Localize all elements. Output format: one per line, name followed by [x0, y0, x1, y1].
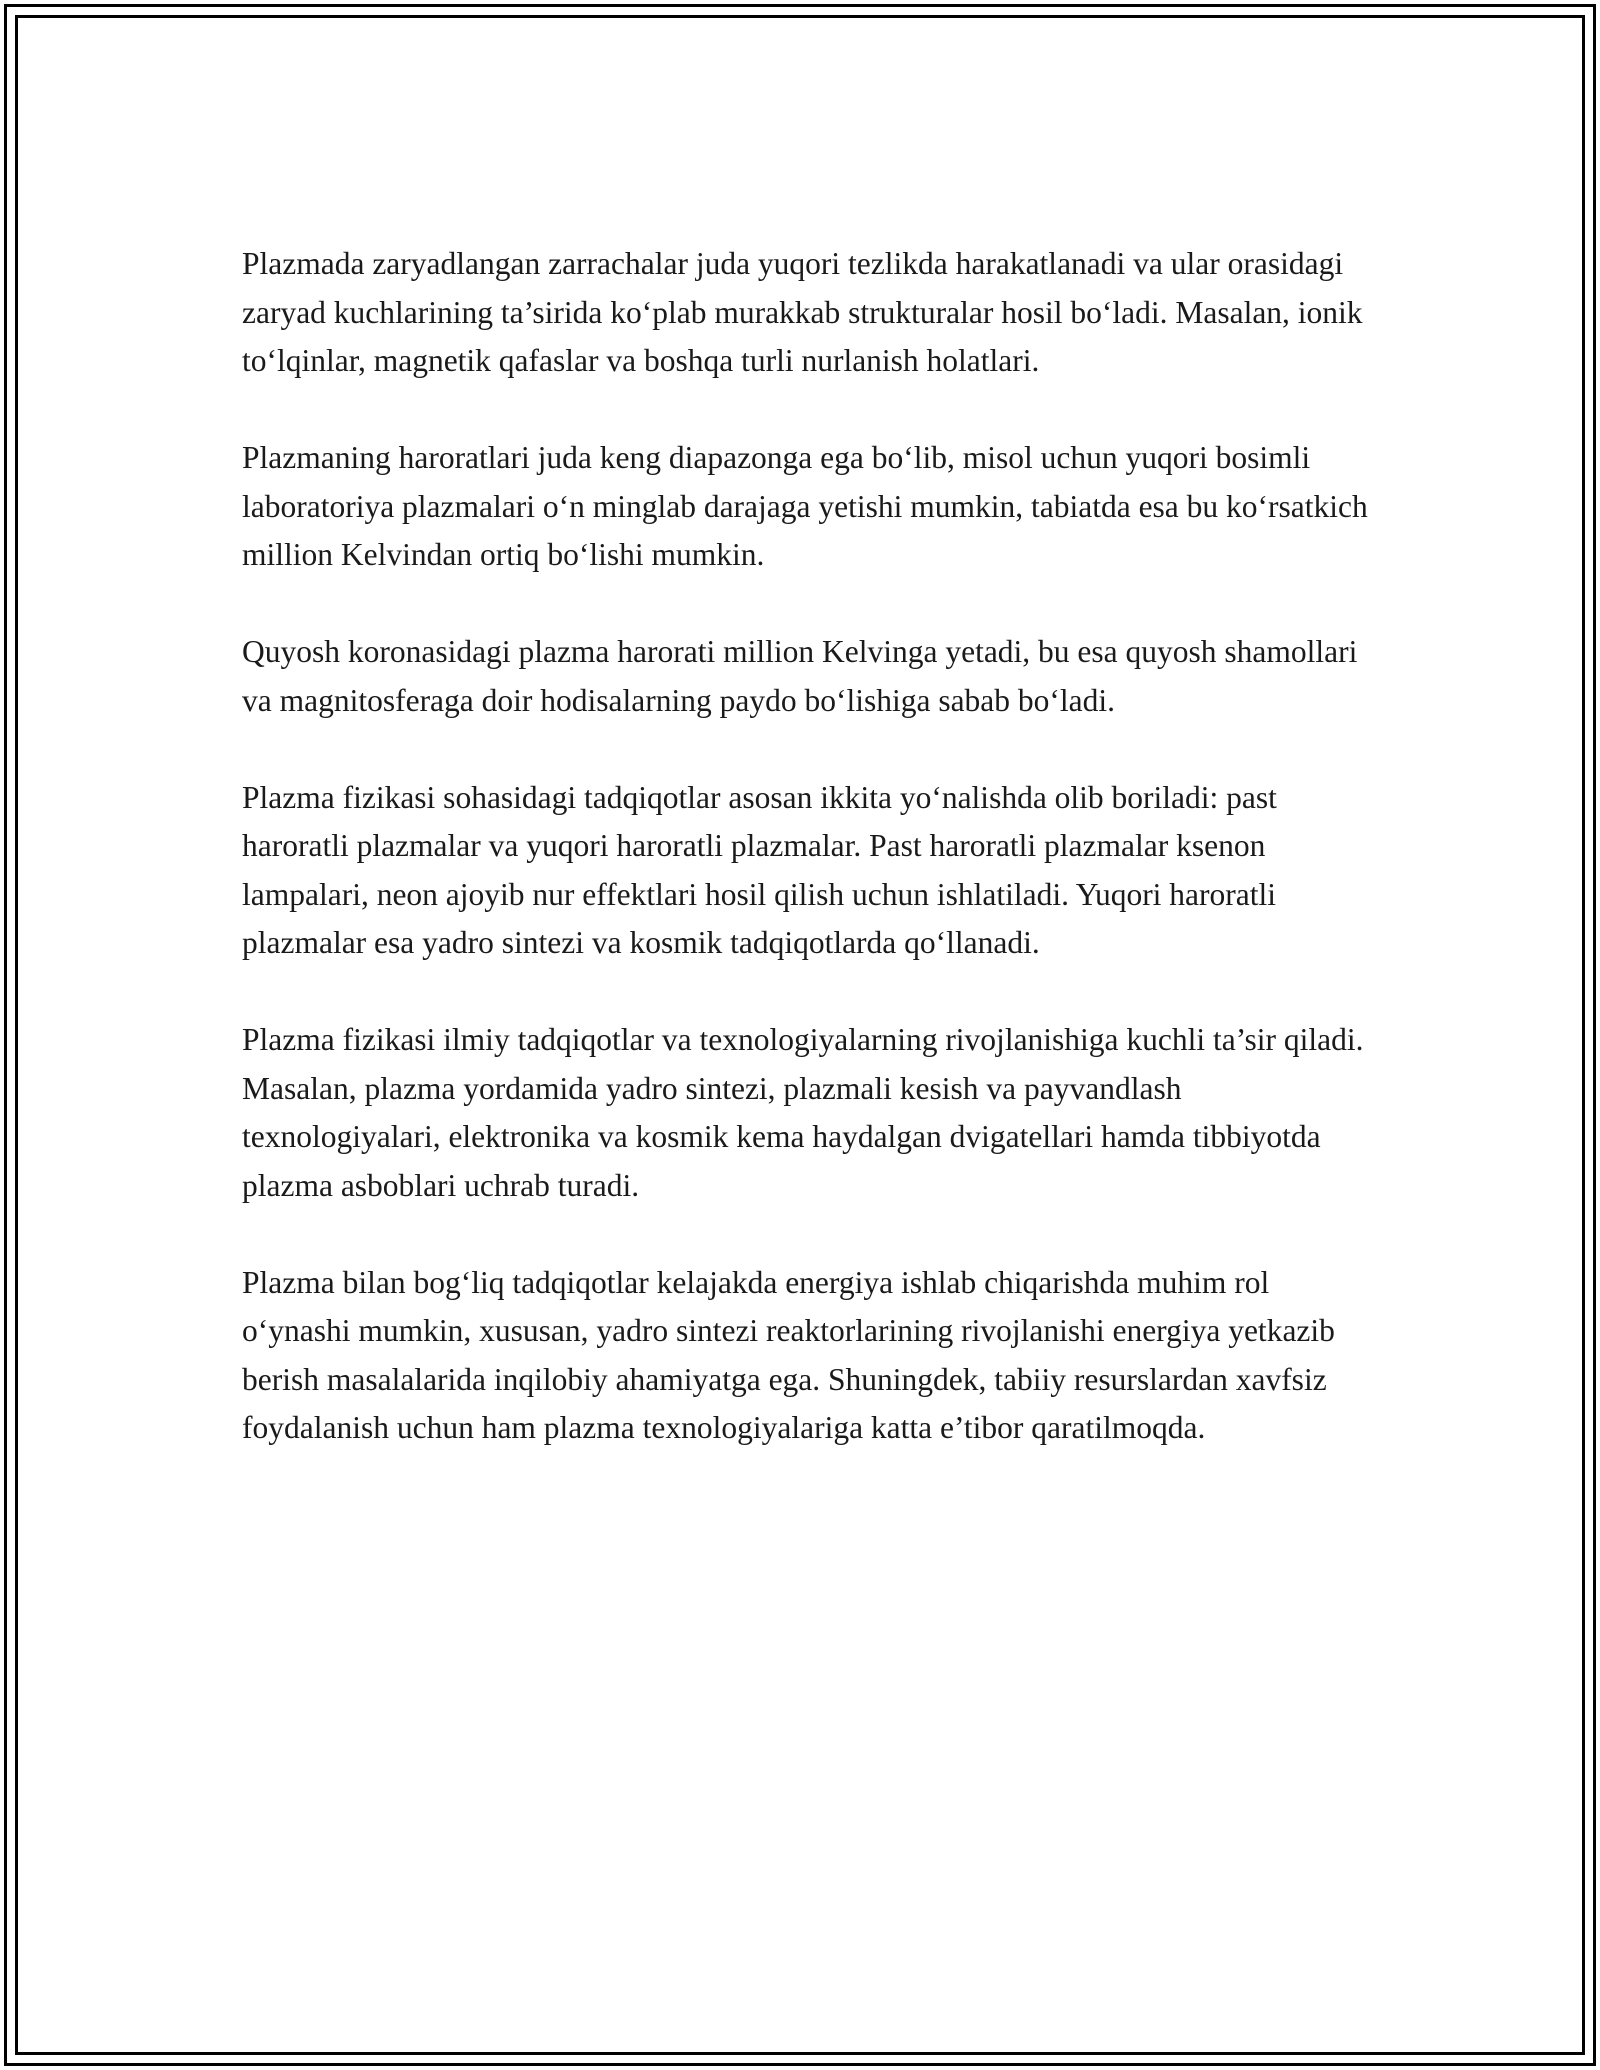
paragraph: Plazma fizikasi sohasidagi tadqiqotlar asosan ikkita yo‘nalishda olib boriladi: past haroratli plazmalar va yuqori haroratli plazmalar. Past haroratli plazmalar ksenon lampalari, neon ajoyib nur effektlari hosil qilish uchun ishlatiladi. Yuqori haroratli plazmalar esa yadro sintezi va kosmik tadqiqotlarda qo‘llanadi.: [242, 779, 1277, 960]
paragraph: Plazmada zaryadlangan zarrachalar juda yuqori tezlikda harakatlanadi va ular orasidagi zaryad kuchlarining ta’sirida ko‘plab murakkab strukturalar hosil bo‘ladi. Masalan, ionik to‘lqinlar, magnetik qafaslar va boshqa turli nurlanish holatlari.: [242, 246, 1363, 378]
paragraph: Quyosh koronasidagi plazma harorati million Kelvinga yetadi, bu esa quyosh shamollari va magnitosferaga doir hodisalarning paydo bo‘lishiga sabab bo‘ladi.: [242, 634, 1358, 718]
page-frame: [4, 4, 1596, 2066]
paragraph: Plazma fizikasi ilmiy tadqiqotlar va texnologiyalarning rivojlanishiga kuchli ta’sir qiladi. Masalan, plazma yordamida yadro sintezi, plazmali kesish va payvandlash texnologiyalari, elektronika va kosmik kema haydalgan dvigatellari hamda tibbiyotda plazma asboblari uchrab turadi.: [242, 1022, 1364, 1203]
paragraph: Plazma bilan bog‘liq tadqiqotlar kelajakda energiya ishlab chiqarishda muhim rol o‘ynashi mumkin, xususan, yadro sintezi reaktorlarining rivojlanishi energiya yetkazib berish masalalarida inqilobiy ahamiyatga ega. Shuningdek, tabiiy resurslardan xavfsiz foydalanish uchun ham plazma texnologiyalariga katta e’tibor qaratilmoqda.: [242, 1264, 1335, 1445]
paragraph: Plazmaning haroratlari juda keng diapazonga ega bo‘lib, misol uchun yuqori bosimli laboratoriya plazmalari o‘n minglab darajaga yetishi mumkin, tabiatda esa bu ko‘rsatkich million Kelvindan ortiq bo‘lishi mumkin.: [242, 440, 1368, 572]
document-body: [242, 240, 1377, 1501]
